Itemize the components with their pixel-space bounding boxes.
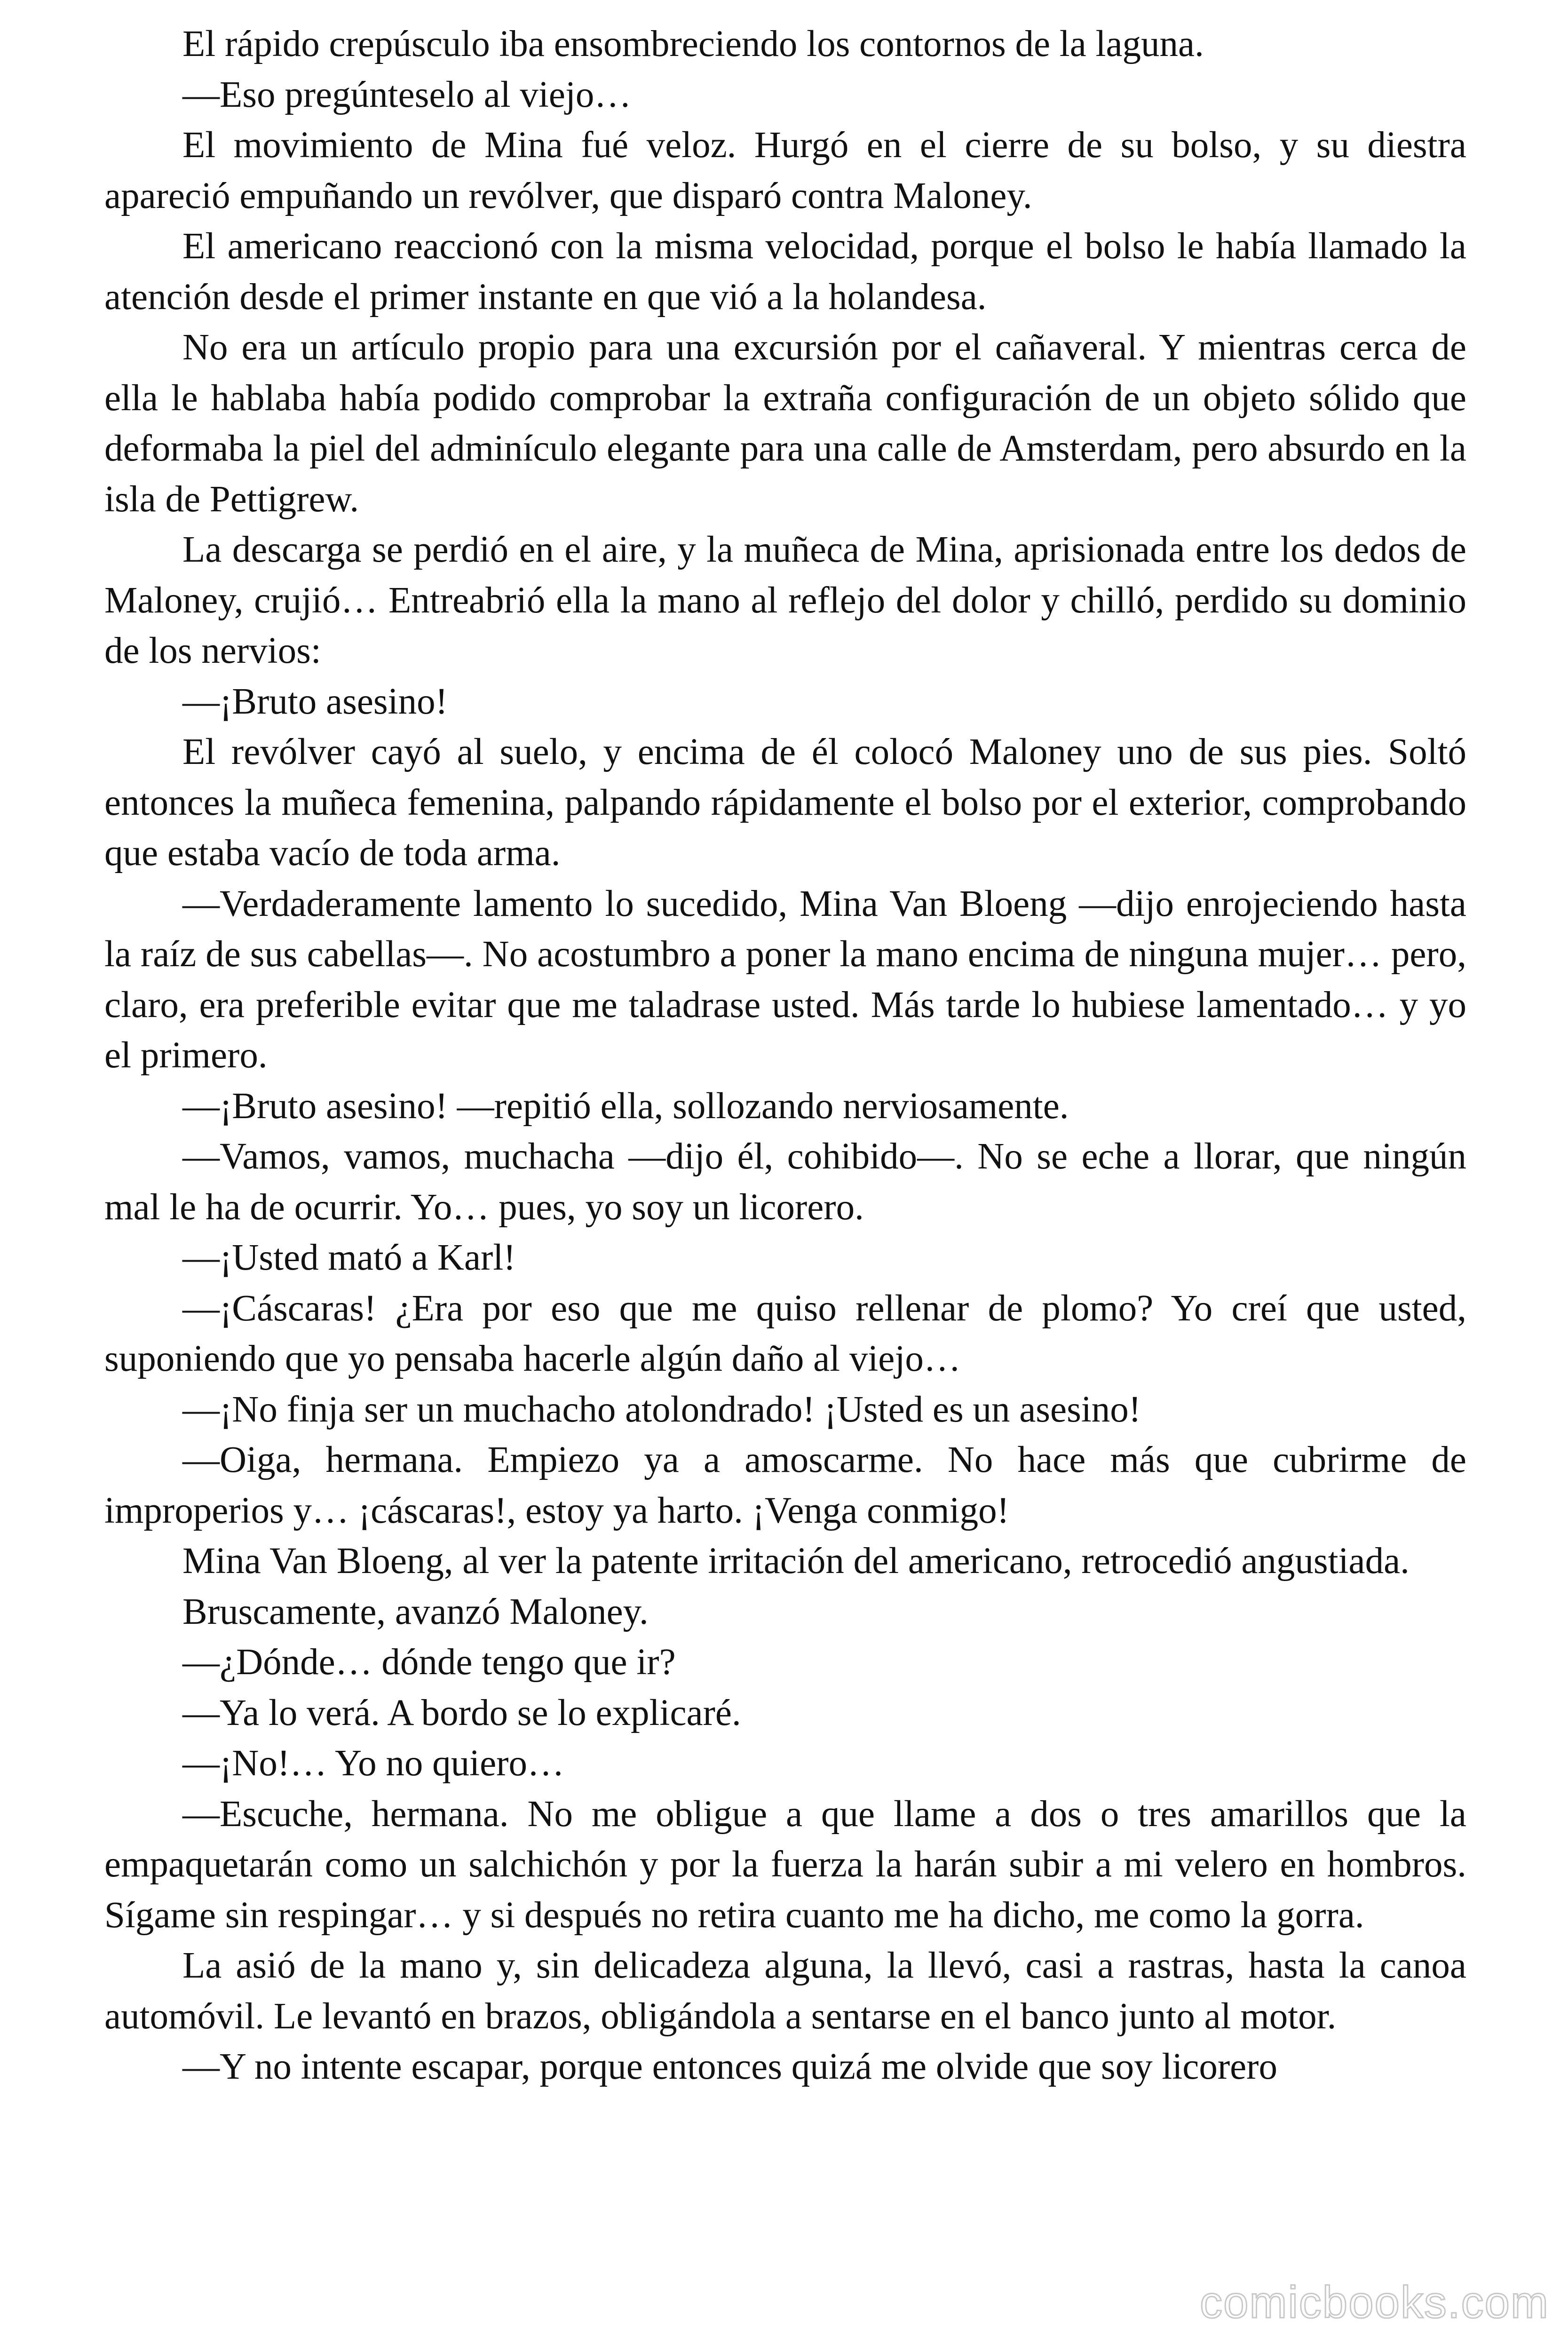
paragraph: La asió de la mano y, sin delicadeza alguna, la llevó, casi a rastras, hasta la canoa automóvil. Le levantó en brazos, obligándola a sentarse en el banco junto al motor.	[104, 1945, 1466, 2037]
paragraph: Mina Van Bloeng, al ver la patente irritación del americano, retrocedió angustiada.	[182, 1541, 1410, 1581]
paragraph: —Escuche, hermana. No me obligue a que llame a dos o tres amarillos que la empaquetarán como un salchichón y por la fuerza la harán subir a mi velero en hombros. Sígame sin respingar… y si después no retira cuanto me ha dicho, me como la gorra.	[104, 1793, 1466, 1936]
paragraph: Bruscamente, avanzó Maloney.	[182, 1591, 649, 1632]
paragraph: —Eso pregúnteselo al viejo…	[182, 74, 632, 115]
watermark: comicbooks.com	[1200, 2277, 1549, 2328]
paragraph: —Ya lo verá. A bordo se lo explicaré.	[182, 1692, 741, 1733]
paragraph: —¡No finja ser un muchacho atolondrado! ¡Usted es un asesino!	[182, 1389, 1141, 1430]
paragraph: —¡Usted mató a Karl!	[182, 1237, 516, 1278]
paragraph: —¿Dónde… dónde tengo que ir?	[182, 1642, 676, 1683]
paragraph: El movimiento de Mina fué veloz. Hurgó en el cierre de su bolso, y su diestra apareció empuñando un revólver, que disparó contra Maloney.	[104, 125, 1466, 216]
paragraph: —Y no intente escapar, porque entonces quizá me olvide que soy licorero	[182, 2046, 1277, 2087]
paragraph: El revólver cayó al suelo, y encima de él colocó Maloney uno de sus pies. Soltó entonces la muñeca femenina, palpando rápidamente el bolso por el exterior, comprobando que estaba vacío de toda arma.	[104, 731, 1466, 874]
paragraph: —¡Bruto asesino!	[182, 681, 448, 722]
paragraph: La descarga se perdió en el aire, y la muñeca de Mina, aprisionada entre los dedos de Maloney, crujió… Entreabrió ella la mano al reflejo del dolor y chilló, perdido su dominio de los nervios:	[104, 529, 1466, 671]
paragraph: —¡Bruto asesino! —repitió ella, sollozando nerviosamente.	[182, 1085, 1069, 1127]
body-text	[104, 19, 1466, 2092]
paragraph: —Oiga, hermana. Empiezo ya a amoscarme. No hace más que cubrirme de improperios y… ¡cáscaras!, estoy ya harto. ¡Venga conmigo!	[104, 1439, 1466, 1531]
paragraph: —¡No!… Yo no quiero…	[182, 1743, 564, 1784]
paragraph: No era un artículo propio para una excursión por el cañaveral. Y mientras cerca de ella le hablaba había podido comprobar la extraña configuración de un objeto sólido que deformaba la piel del adminículo elegante para una calle de Amsterdam, pero absurdo en la isla de Pettigrew.	[104, 327, 1466, 520]
paragraph: El rápido crepúsculo iba ensombreciendo los contornos de la laguna.	[182, 24, 1204, 64]
paragraph: —Vamos, vamos, muchacha —dijo él, cohibido—. No se eche a llorar, que ningún mal le ha de ocurrir. Yo… pues, yo soy un licorero.	[104, 1136, 1466, 1228]
paragraph: El americano reaccionó con la misma velocidad, porque el bolso le había llamado la atención desde el primer instante en que vió a la holandesa.	[104, 226, 1466, 318]
paragraph: —¡Cáscaras! ¿Era por eso que me quiso rellenar de plomo? Yo creí que usted, suponiendo que yo pensaba hacerle algún daño al viejo…	[104, 1287, 1466, 1379]
paragraph: —Verdaderamente lamento lo sucedido, Mina Van Bloeng —dijo enrojeciendo hasta la raíz de sus cabellas—. No acostumbro a poner la mano encima de ninguna mujer… pero, claro, era preferible evitar que me taladrase usted. Más tarde lo hubiese lamentado… y yo el primero.	[104, 883, 1466, 1076]
